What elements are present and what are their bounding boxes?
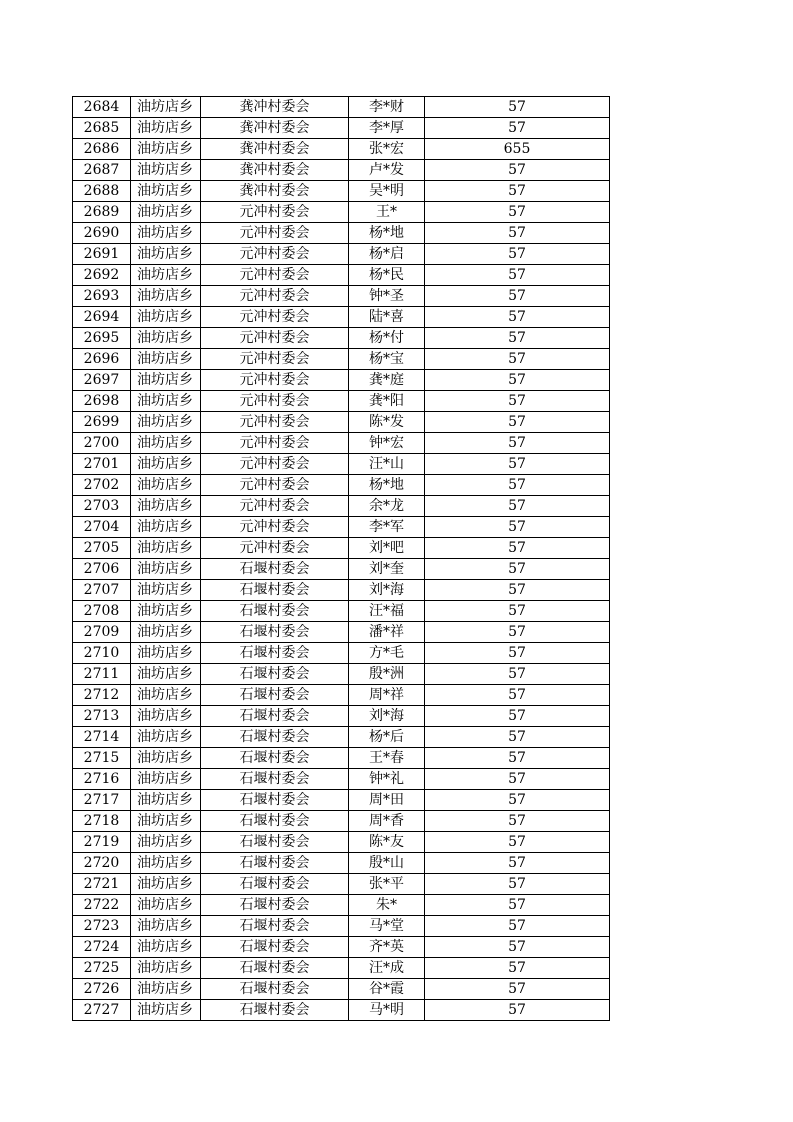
- town-cell: 油坊店乡: [131, 391, 201, 412]
- town-cell: 油坊店乡: [131, 916, 201, 937]
- village-committee-cell: 元冲村委会: [201, 475, 349, 496]
- person-name-cell: 杨*宝: [349, 349, 425, 370]
- person-name-cell: 陈*友: [349, 832, 425, 853]
- town-cell: 油坊店乡: [131, 538, 201, 559]
- records-table: [72, 96, 610, 1021]
- person-name-cell: 殷*山: [349, 853, 425, 874]
- amount-cell: 57: [425, 118, 610, 139]
- row-number-cell: 2707: [73, 580, 131, 601]
- town-cell: 油坊店乡: [131, 328, 201, 349]
- village-committee-cell: 石堰村委会: [201, 769, 349, 790]
- table-row: [73, 895, 610, 916]
- village-committee-cell: 元冲村委会: [201, 433, 349, 454]
- table-row: [73, 601, 610, 622]
- row-number-cell: 2691: [73, 244, 131, 265]
- row-number-cell: 2723: [73, 916, 131, 937]
- village-committee-cell: 龚冲村委会: [201, 181, 349, 202]
- town-cell: 油坊店乡: [131, 433, 201, 454]
- person-name-cell: 汪*山: [349, 454, 425, 475]
- amount-cell: 57: [425, 748, 610, 769]
- row-number-cell: 2699: [73, 412, 131, 433]
- table-row: [73, 118, 610, 139]
- town-cell: 油坊店乡: [131, 601, 201, 622]
- amount-cell: 57: [425, 580, 610, 601]
- row-number-cell: 2712: [73, 685, 131, 706]
- amount-cell: 57: [425, 181, 610, 202]
- town-cell: 油坊店乡: [131, 223, 201, 244]
- amount-cell: 57: [425, 559, 610, 580]
- amount-cell: 57: [425, 370, 610, 391]
- table-row: [73, 643, 610, 664]
- person-name-cell: 杨*后: [349, 727, 425, 748]
- person-name-cell: 陆*喜: [349, 307, 425, 328]
- row-number-cell: 2688: [73, 181, 131, 202]
- table-row: [73, 265, 610, 286]
- table-row: [73, 580, 610, 601]
- village-committee-cell: 元冲村委会: [201, 517, 349, 538]
- table-row: [73, 223, 610, 244]
- town-cell: 油坊店乡: [131, 769, 201, 790]
- row-number-cell: 2704: [73, 517, 131, 538]
- person-name-cell: 钟*圣: [349, 286, 425, 307]
- town-cell: 油坊店乡: [131, 118, 201, 139]
- village-committee-cell: 石堰村委会: [201, 601, 349, 622]
- person-name-cell: 龚*阳: [349, 391, 425, 412]
- town-cell: 油坊店乡: [131, 706, 201, 727]
- amount-cell: 57: [425, 286, 610, 307]
- amount-cell: 57: [425, 685, 610, 706]
- village-committee-cell: 元冲村委会: [201, 307, 349, 328]
- row-number-cell: 2687: [73, 160, 131, 181]
- table-row: [73, 349, 610, 370]
- person-name-cell: 李*军: [349, 517, 425, 538]
- row-number-cell: 2701: [73, 454, 131, 475]
- amount-cell: 57: [425, 265, 610, 286]
- row-number-cell: 2700: [73, 433, 131, 454]
- row-number-cell: 2697: [73, 370, 131, 391]
- table-row: [73, 244, 610, 265]
- amount-cell: 57: [425, 811, 610, 832]
- village-committee-cell: 元冲村委会: [201, 286, 349, 307]
- row-number-cell: 2710: [73, 643, 131, 664]
- amount-cell: 57: [425, 538, 610, 559]
- person-name-cell: 张*宏: [349, 139, 425, 160]
- person-name-cell: 周*香: [349, 811, 425, 832]
- amount-cell: 57: [425, 475, 610, 496]
- row-number-cell: 2706: [73, 559, 131, 580]
- town-cell: 油坊店乡: [131, 139, 201, 160]
- town-cell: 油坊店乡: [131, 475, 201, 496]
- person-name-cell: 杨*民: [349, 265, 425, 286]
- village-committee-cell: 石堰村委会: [201, 748, 349, 769]
- village-committee-cell: 石堰村委会: [201, 790, 349, 811]
- row-number-cell: 2695: [73, 328, 131, 349]
- town-cell: 油坊店乡: [131, 370, 201, 391]
- village-committee-cell: 元冲村委会: [201, 223, 349, 244]
- village-committee-cell: 龚冲村委会: [201, 97, 349, 118]
- person-name-cell: 潘*祥: [349, 622, 425, 643]
- person-name-cell: 余*龙: [349, 496, 425, 517]
- table-row: [73, 916, 610, 937]
- village-committee-cell: 元冲村委会: [201, 454, 349, 475]
- table-row: [73, 958, 610, 979]
- person-name-cell: 杨*地: [349, 475, 425, 496]
- village-committee-cell: 石堰村委会: [201, 643, 349, 664]
- amount-cell: 57: [425, 769, 610, 790]
- person-name-cell: 吴*明: [349, 181, 425, 202]
- row-number-cell: 2684: [73, 97, 131, 118]
- table-row: [73, 790, 610, 811]
- table-row: [73, 412, 610, 433]
- table-row: [73, 706, 610, 727]
- table-row: [73, 181, 610, 202]
- town-cell: 油坊店乡: [131, 307, 201, 328]
- table-row: [73, 286, 610, 307]
- row-number-cell: 2702: [73, 475, 131, 496]
- town-cell: 油坊店乡: [131, 958, 201, 979]
- row-number-cell: 2709: [73, 622, 131, 643]
- amount-cell: 57: [425, 496, 610, 517]
- table-row: [73, 811, 610, 832]
- town-cell: 油坊店乡: [131, 286, 201, 307]
- person-name-cell: 钟*宏: [349, 433, 425, 454]
- row-number-cell: 2724: [73, 937, 131, 958]
- town-cell: 油坊店乡: [131, 643, 201, 664]
- town-cell: 油坊店乡: [131, 181, 201, 202]
- table-row: [73, 475, 610, 496]
- amount-cell: 57: [425, 874, 610, 895]
- table-row: [73, 433, 610, 454]
- town-cell: 油坊店乡: [131, 517, 201, 538]
- amount-cell: 57: [425, 328, 610, 349]
- village-committee-cell: 石堰村委会: [201, 580, 349, 601]
- amount-cell: 57: [425, 391, 610, 412]
- row-number-cell: 2711: [73, 664, 131, 685]
- village-committee-cell: 石堰村委会: [201, 685, 349, 706]
- town-cell: 油坊店乡: [131, 664, 201, 685]
- village-committee-cell: 石堰村委会: [201, 559, 349, 580]
- amount-cell: 57: [425, 937, 610, 958]
- amount-cell: 57: [425, 706, 610, 727]
- table-row: [73, 937, 610, 958]
- person-name-cell: 李*厚: [349, 118, 425, 139]
- row-number-cell: 2685: [73, 118, 131, 139]
- person-name-cell: 殷*洲: [349, 664, 425, 685]
- amount-cell: 57: [425, 244, 610, 265]
- row-number-cell: 2722: [73, 895, 131, 916]
- person-name-cell: 王*: [349, 202, 425, 223]
- person-name-cell: 王*春: [349, 748, 425, 769]
- village-committee-cell: 元冲村委会: [201, 202, 349, 223]
- person-name-cell: 马*堂: [349, 916, 425, 937]
- person-name-cell: 卢*发: [349, 160, 425, 181]
- row-number-cell: 2705: [73, 538, 131, 559]
- person-name-cell: 汪*福: [349, 601, 425, 622]
- table-row: [73, 328, 610, 349]
- table-row: [73, 370, 610, 391]
- amount-cell: 57: [425, 832, 610, 853]
- village-committee-cell: 石堰村委会: [201, 958, 349, 979]
- town-cell: 油坊店乡: [131, 937, 201, 958]
- town-cell: 油坊店乡: [131, 349, 201, 370]
- village-committee-cell: 元冲村委会: [201, 244, 349, 265]
- town-cell: 油坊店乡: [131, 685, 201, 706]
- village-committee-cell: 石堰村委会: [201, 811, 349, 832]
- village-committee-cell: 石堰村委会: [201, 1000, 349, 1021]
- amount-cell: 57: [425, 517, 610, 538]
- table-row: [73, 559, 610, 580]
- amount-cell: 57: [425, 895, 610, 916]
- town-cell: 油坊店乡: [131, 202, 201, 223]
- person-name-cell: 方*毛: [349, 643, 425, 664]
- town-cell: 油坊店乡: [131, 727, 201, 748]
- town-cell: 油坊店乡: [131, 832, 201, 853]
- village-committee-cell: 石堰村委会: [201, 853, 349, 874]
- amount-cell: 57: [425, 643, 610, 664]
- amount-cell: 57: [425, 160, 610, 181]
- table-row: [73, 454, 610, 475]
- amount-cell: 57: [425, 664, 610, 685]
- person-name-cell: 张*平: [349, 874, 425, 895]
- table-row: [73, 496, 610, 517]
- village-committee-cell: 元冲村委会: [201, 265, 349, 286]
- table-row: [73, 139, 610, 160]
- village-committee-cell: 龚冲村委会: [201, 160, 349, 181]
- row-number-cell: 2703: [73, 496, 131, 517]
- amount-cell: 57: [425, 601, 610, 622]
- row-number-cell: 2694: [73, 307, 131, 328]
- village-committee-cell: 元冲村委会: [201, 412, 349, 433]
- table-row: [73, 832, 610, 853]
- row-number-cell: 2719: [73, 832, 131, 853]
- village-committee-cell: 龚冲村委会: [201, 118, 349, 139]
- amount-cell: 57: [425, 979, 610, 1000]
- amount-cell: 57: [425, 412, 610, 433]
- row-number-cell: 2727: [73, 1000, 131, 1021]
- village-committee-cell: 石堰村委会: [201, 895, 349, 916]
- amount-cell: 57: [425, 97, 610, 118]
- town-cell: 油坊店乡: [131, 874, 201, 895]
- table-row: [73, 874, 610, 895]
- town-cell: 油坊店乡: [131, 790, 201, 811]
- row-number-cell: 2720: [73, 853, 131, 874]
- row-number-cell: 2725: [73, 958, 131, 979]
- person-name-cell: 齐*英: [349, 937, 425, 958]
- row-number-cell: 2693: [73, 286, 131, 307]
- person-name-cell: 钟*礼: [349, 769, 425, 790]
- table-row: [73, 391, 610, 412]
- row-number-cell: 2689: [73, 202, 131, 223]
- town-cell: 油坊店乡: [131, 412, 201, 433]
- amount-cell: 57: [425, 853, 610, 874]
- amount-cell: 655: [425, 139, 610, 160]
- village-committee-cell: 元冲村委会: [201, 538, 349, 559]
- town-cell: 油坊店乡: [131, 559, 201, 580]
- person-name-cell: 李*财: [349, 97, 425, 118]
- amount-cell: 57: [425, 790, 610, 811]
- village-committee-cell: 石堰村委会: [201, 937, 349, 958]
- amount-cell: 57: [425, 916, 610, 937]
- table-row: [73, 97, 610, 118]
- village-committee-cell: 石堰村委会: [201, 727, 349, 748]
- town-cell: 油坊店乡: [131, 853, 201, 874]
- village-committee-cell: 元冲村委会: [201, 391, 349, 412]
- town-cell: 油坊店乡: [131, 160, 201, 181]
- town-cell: 油坊店乡: [131, 979, 201, 1000]
- row-number-cell: 2726: [73, 979, 131, 1000]
- table-row: [73, 1000, 610, 1021]
- table-row: [73, 685, 610, 706]
- table-row: [73, 517, 610, 538]
- amount-cell: 57: [425, 958, 610, 979]
- town-cell: 油坊店乡: [131, 97, 201, 118]
- village-committee-cell: 元冲村委会: [201, 496, 349, 517]
- town-cell: 油坊店乡: [131, 265, 201, 286]
- records-body: [73, 97, 610, 1021]
- person-name-cell: 周*田: [349, 790, 425, 811]
- amount-cell: 57: [425, 1000, 610, 1021]
- amount-cell: 57: [425, 307, 610, 328]
- person-name-cell: 杨*启: [349, 244, 425, 265]
- town-cell: 油坊店乡: [131, 244, 201, 265]
- table-row: [73, 307, 610, 328]
- town-cell: 油坊店乡: [131, 454, 201, 475]
- village-committee-cell: 石堰村委会: [201, 622, 349, 643]
- village-committee-cell: 石堰村委会: [201, 664, 349, 685]
- person-name-cell: 刘*海: [349, 580, 425, 601]
- row-number-cell: 2708: [73, 601, 131, 622]
- table-row: [73, 748, 610, 769]
- amount-cell: 57: [425, 433, 610, 454]
- person-name-cell: 龚*庭: [349, 370, 425, 391]
- amount-cell: 57: [425, 349, 610, 370]
- row-number-cell: 2718: [73, 811, 131, 832]
- person-name-cell: 刘*海: [349, 706, 425, 727]
- person-name-cell: 朱*: [349, 895, 425, 916]
- village-committee-cell: 元冲村委会: [201, 349, 349, 370]
- table-row: [73, 622, 610, 643]
- person-name-cell: 陈*发: [349, 412, 425, 433]
- village-committee-cell: 石堰村委会: [201, 832, 349, 853]
- amount-cell: 57: [425, 727, 610, 748]
- row-number-cell: 2686: [73, 139, 131, 160]
- table-row: [73, 853, 610, 874]
- row-number-cell: 2690: [73, 223, 131, 244]
- row-number-cell: 2716: [73, 769, 131, 790]
- person-name-cell: 汪*成: [349, 958, 425, 979]
- row-number-cell: 2721: [73, 874, 131, 895]
- village-committee-cell: 龚冲村委会: [201, 139, 349, 160]
- row-number-cell: 2692: [73, 265, 131, 286]
- row-number-cell: 2714: [73, 727, 131, 748]
- row-number-cell: 2696: [73, 349, 131, 370]
- village-committee-cell: 石堰村委会: [201, 874, 349, 895]
- town-cell: 油坊店乡: [131, 895, 201, 916]
- row-number-cell: 2698: [73, 391, 131, 412]
- person-name-cell: 周*祥: [349, 685, 425, 706]
- village-committee-cell: 石堰村委会: [201, 979, 349, 1000]
- village-committee-cell: 元冲村委会: [201, 370, 349, 391]
- row-number-cell: 2717: [73, 790, 131, 811]
- person-name-cell: 杨*地: [349, 223, 425, 244]
- row-number-cell: 2713: [73, 706, 131, 727]
- table-row: [73, 727, 610, 748]
- town-cell: 油坊店乡: [131, 811, 201, 832]
- table-row: [73, 202, 610, 223]
- amount-cell: 57: [425, 454, 610, 475]
- table-row: [73, 160, 610, 181]
- table-row: [73, 538, 610, 559]
- person-name-cell: 杨*付: [349, 328, 425, 349]
- table-row: [73, 979, 610, 1000]
- amount-cell: 57: [425, 223, 610, 244]
- village-committee-cell: 元冲村委会: [201, 328, 349, 349]
- town-cell: 油坊店乡: [131, 496, 201, 517]
- amount-cell: 57: [425, 202, 610, 223]
- person-name-cell: 刘*吧: [349, 538, 425, 559]
- town-cell: 油坊店乡: [131, 622, 201, 643]
- person-name-cell: 刘*奎: [349, 559, 425, 580]
- village-committee-cell: 石堰村委会: [201, 706, 349, 727]
- table-row: [73, 664, 610, 685]
- table-row: [73, 769, 610, 790]
- town-cell: 油坊店乡: [131, 1000, 201, 1021]
- amount-cell: 57: [425, 622, 610, 643]
- village-committee-cell: 石堰村委会: [201, 916, 349, 937]
- person-name-cell: 马*明: [349, 1000, 425, 1021]
- row-number-cell: 2715: [73, 748, 131, 769]
- person-name-cell: 谷*霞: [349, 979, 425, 1000]
- town-cell: 油坊店乡: [131, 580, 201, 601]
- town-cell: 油坊店乡: [131, 748, 201, 769]
